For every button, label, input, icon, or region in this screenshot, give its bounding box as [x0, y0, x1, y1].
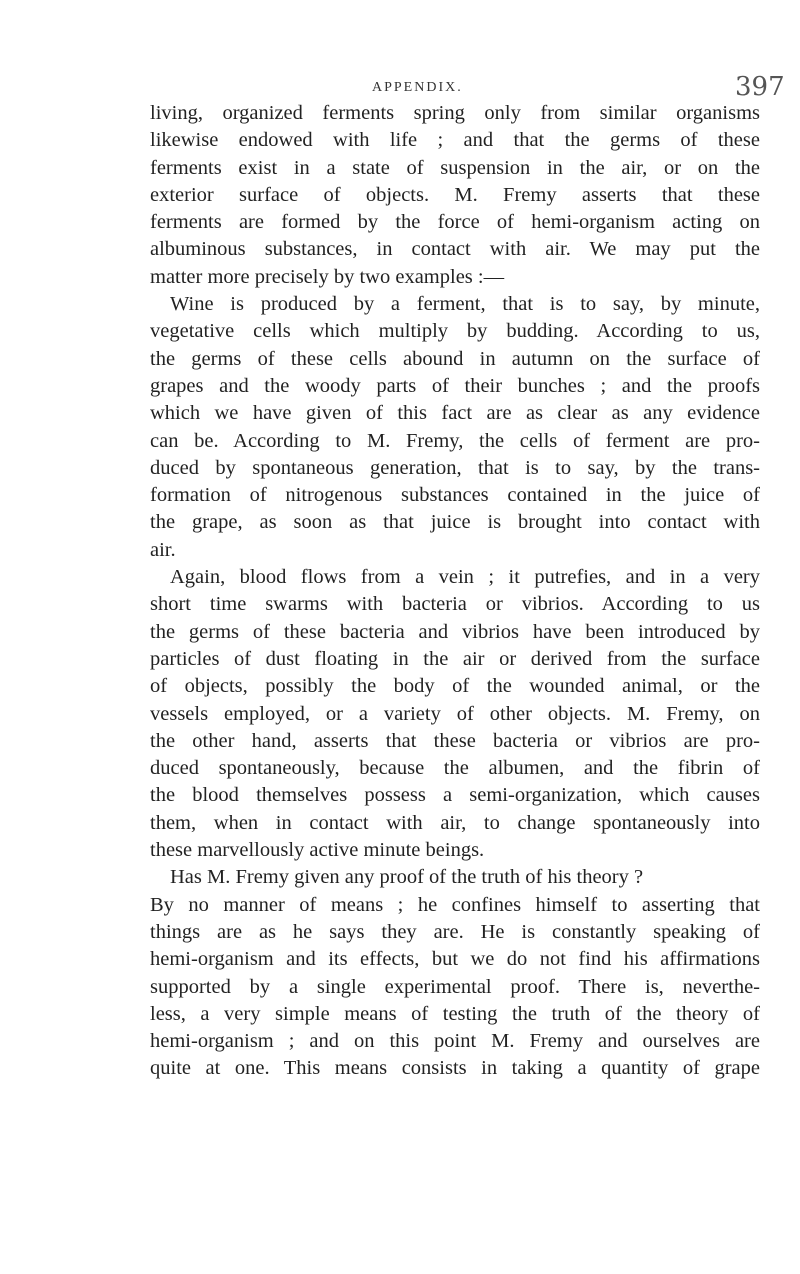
text-line: Has M. Fremy given any proof of the truth of his theory ?	[170, 866, 644, 889]
text-line: can be. According to M. Fremy, the cells of ferment are pro-	[150, 429, 760, 452]
text-line: grapes and the woody parts of their bunches ; and the proofs	[150, 374, 760, 397]
text-line: the germs of these bacteria and vibrios have been introduced by	[150, 620, 760, 643]
text-line: air.	[150, 538, 176, 561]
page-number: 397	[735, 72, 785, 102]
text-line: the germs of these cells abound in autumn on the surface of	[150, 347, 760, 370]
text-line: living, organized ferments spring only from similar organisms	[150, 102, 760, 124]
text-line: ferments exist in a state of suspension in the air, or on the	[150, 156, 760, 179]
text-line: the blood themselves possess a semi-organization, which causes	[150, 784, 760, 807]
text-line: Again, blood flows from a vein ; it putrefies, and in a very	[170, 566, 760, 589]
text-line: duced by spontaneous generation, that is to say, by the trans-	[150, 456, 760, 479]
text-line: less, a very simple means of testing the truth of the theory of	[150, 1002, 760, 1025]
body-text	[150, 100, 760, 1083]
text-line: vegetative cells which multiply by budding. According to us,	[150, 320, 760, 343]
text-line: of objects, possibly the body of the wounded animal, or the	[150, 675, 760, 698]
text-line: supported by a single experimental proof. There is, neverthe-	[150, 975, 760, 998]
text-line: the grape, as soon as that juice is brought into contact with	[150, 511, 760, 534]
text-line: By no manner of means ; he confines himself to asserting that	[150, 893, 760, 916]
running-title: APPENDIX.	[372, 80, 463, 95]
text-line: likewise endowed with life ; and that the germs of these	[150, 129, 760, 152]
text-line: short time swarms with bacteria or vibrios. According to us	[150, 593, 760, 616]
text-line: vessels employed, or a variety of other objects. M. Fremy, on	[150, 702, 760, 725]
text-line: them, when in contact with air, to change spontaneously into	[150, 811, 760, 834]
text-line: quite at one. This means consists in taking a quantity of grape	[150, 1057, 760, 1080]
text-line: Wine is produced by a ferment, that is to say, by minute,	[170, 293, 760, 316]
text-line: exterior surface of objects. M. Fremy asserts that these	[150, 183, 760, 206]
text-line: things are as he says they are. He is constantly speaking of	[150, 920, 760, 943]
text-line: albuminous substances, in contact with air. We may put the	[150, 238, 760, 261]
text-line: hemi-organism and its effects, but we do not find his affirmations	[150, 948, 760, 971]
text-line: duced spontaneously, because the albumen, and the fibrin of	[150, 757, 760, 780]
text-line: the other hand, asserts that these bacteria or vibrios are pro-	[150, 729, 760, 752]
text-line: which we have given of this fact are as clear as any evidence	[150, 402, 760, 425]
text-line: formation of nitrogenous substances contained in the juice of	[150, 484, 760, 507]
text-line: matter more precisely by two examples :—	[150, 265, 505, 288]
text-line: these marvellously active minute beings.	[150, 839, 485, 862]
text-line: hemi-organism ; and on this point M. Fremy and ourselves are	[150, 1030, 760, 1053]
text-line: particles of dust floating in the air or derived from the surface	[150, 647, 760, 670]
text-line: ferments are formed by the force of hemi-organism acting on	[150, 211, 760, 234]
